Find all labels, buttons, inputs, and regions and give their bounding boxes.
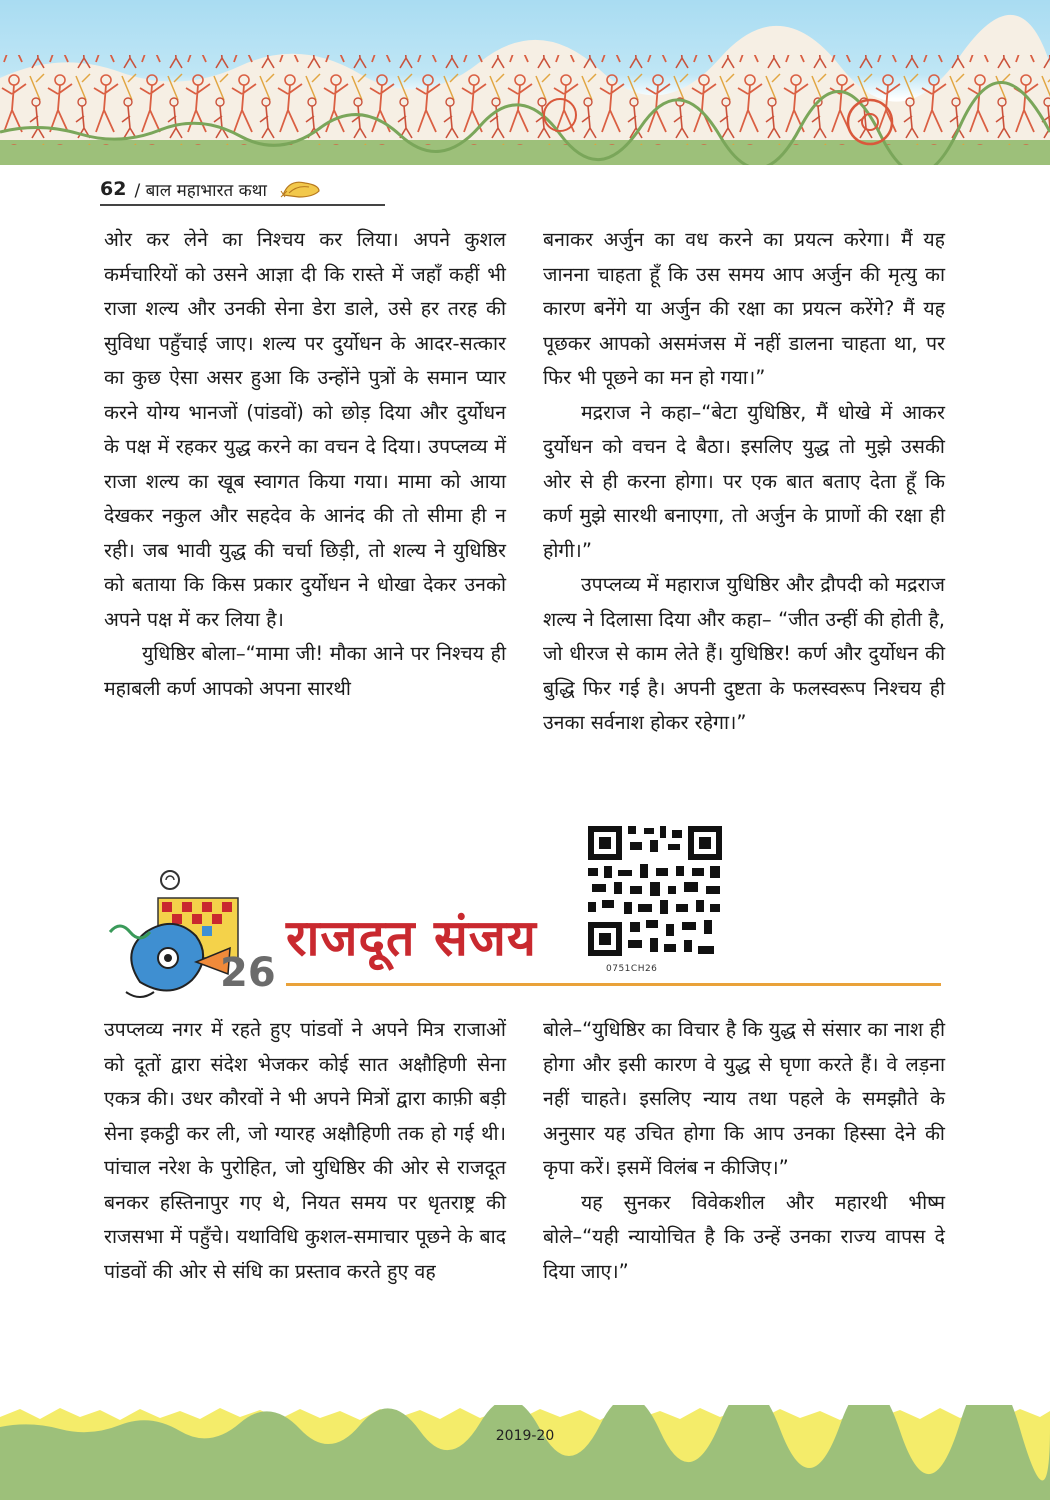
paragraph: उपप्लव्य में महाराज युधिष्ठिर और द्रौपदी को मद्रराज शल्य ने दिलासा दिया और कहा– “जीत उन्हीं की होती है, जो धीरज से काम लेते हैं। युधिष्ठिर! कर्ण और दुर्योधन की बुद्धि फिर गई है। अपनी दुष्टता के फलस्वरूप निश्चय ही उनका सर्वनाश होकर रहेगा।” (543, 573, 945, 734)
paragraph: मद्रराज ने कहा–“बेटा युधिष्ठिर, मैं धोखे में आकर दुर्योधन को वचन दे बैठा। इसलिए युद्ध तो मुझे उसकी ओर से ही करना होगा। पर एक बात बताए देता हूँ कि कर्ण मुझे सारथी बनाएगा, तो अर्जुन के प्राणों की रक्षा ही होगी।” (543, 400, 945, 562)
footer-year: 2019-20 (495, 1428, 555, 1444)
chapter-number: 26 (220, 950, 276, 996)
chapter-title: राजदूत संजय (286, 908, 537, 967)
paragraph: बनाकर अर्जुन का वध करने का प्रयत्न करेगा। मैं यह जानना चाहता हूँ कि उस समय आप अर्जुन की मृत्यु का कारण बनेंगे या अर्जुन की रक्षा का प्रयत्न करेंगे? मैं यह पूछकर आपको असमंजस में नहीं डालना चाहता था, पर फिर भी पूछने का मन हो गया।” (543, 228, 945, 389)
bottom-left-column (104, 1013, 506, 1289)
footer-band (0, 1405, 1050, 1500)
top-banner-illustration (0, 0, 1050, 165)
paragraph: बोले–“युधिष्ठिर का विचार है कि युद्ध से संसार का नाश ही होगा और इसी कारण वे युद्ध से घृणा करते हैं। वे लड़ना नहीं चाहते। इसलिए न्याय तथा पहले के समझौते के अनुसार यह उचित होगा कि आप उनका हिस्सा देने की कृपा करें। इसमें विलंब न कीजिए।” (543, 1018, 945, 1179)
qr-code-image[interactable] (584, 822, 726, 960)
paragraph: ओर कर लेने का निश्चय कर लिया। अपने कुशल कर्मचारियों को उसने आज्ञा दी कि रास्ते में जहाँ कहीं भी राजा शल्य और उनकी सेना डेरा डाले, उसे हर तरह की सुविधा पहुँचाई जाए। शल्य पर दुर्योधन के आदर-सत्कार का कुछ ऐसा असर हुआ कि उन्होंने पुत्रों के समान प्यार करने योग्य भानजों (पांडवों) को छोड़ दिया और दुर्योधन के पक्ष में रहकर युद्ध करने का वचन दे दिया। उपप्लव्य में राजा शल्य का खूब स्वागत किया गया। मामा को आया देखकर नकुल और सहदेव के आनंद की तो सीमा ही न रही। जब भावी युद्ध की चर्चा छिड़ी, तो शल्य ने युधिष्ठिर को बताया कि किस प्रकार दुर्योधन ने धोखा देकर उनको अपने पक्ष में कर लिया है। (104, 228, 506, 631)
conch-ornament-icon (279, 177, 323, 201)
bottom-right-column (543, 1013, 945, 1289)
battle-scene-illustration (0, 0, 1050, 165)
running-head-rule (100, 204, 385, 206)
book-title: / बाल महाभारत कथा (134, 180, 267, 201)
paragraph: युधिष्ठिर बोला–“मामा जी! मौका आने पर निश्चय ही महाबली कर्ण आपको अपना सारथी (104, 642, 506, 700)
top-right-column (543, 223, 945, 741)
page-number: 62 (100, 178, 127, 200)
qr-code-label: 0751CH26 (606, 964, 658, 974)
chapter-title-rule (286, 983, 941, 986)
paragraph: यह सुनकर विवेकशील और महारथी भीष्म बोले–“यही न्यायोचित है कि उन्हें उनका राज्य वापस दे दिया जाए।” (543, 1190, 945, 1283)
paragraph: उपप्लव्य नगर में रहते हुए पांडवों ने अपने मित्र राजाओं को दूतों द्वारा संदेश भेजकर कोई सात अक्षौहिणी सेना एकत्र की। उधर कौरवों ने भी अपने मित्रों द्वारा काफ़ी बड़ी सेना इकट्ठी कर ली, जो ग्यारह अक्षौहिणी तक हो गई थी। पांचाल नरेश के पुरोहित, जो युधिष्ठिर की ओर से राजदूत बनकर हस्तिनापुर गए थे, नियत समय पर धृतराष्ट्र की राजसभा में पहुँचे। यथाविधि कुशल-समाचार पूछने के बाद पांडवों की ओर से संधि का प्रस्ताव करते हुए वह (104, 1018, 506, 1283)
running-head (100, 174, 323, 204)
top-left-column (104, 223, 506, 706)
